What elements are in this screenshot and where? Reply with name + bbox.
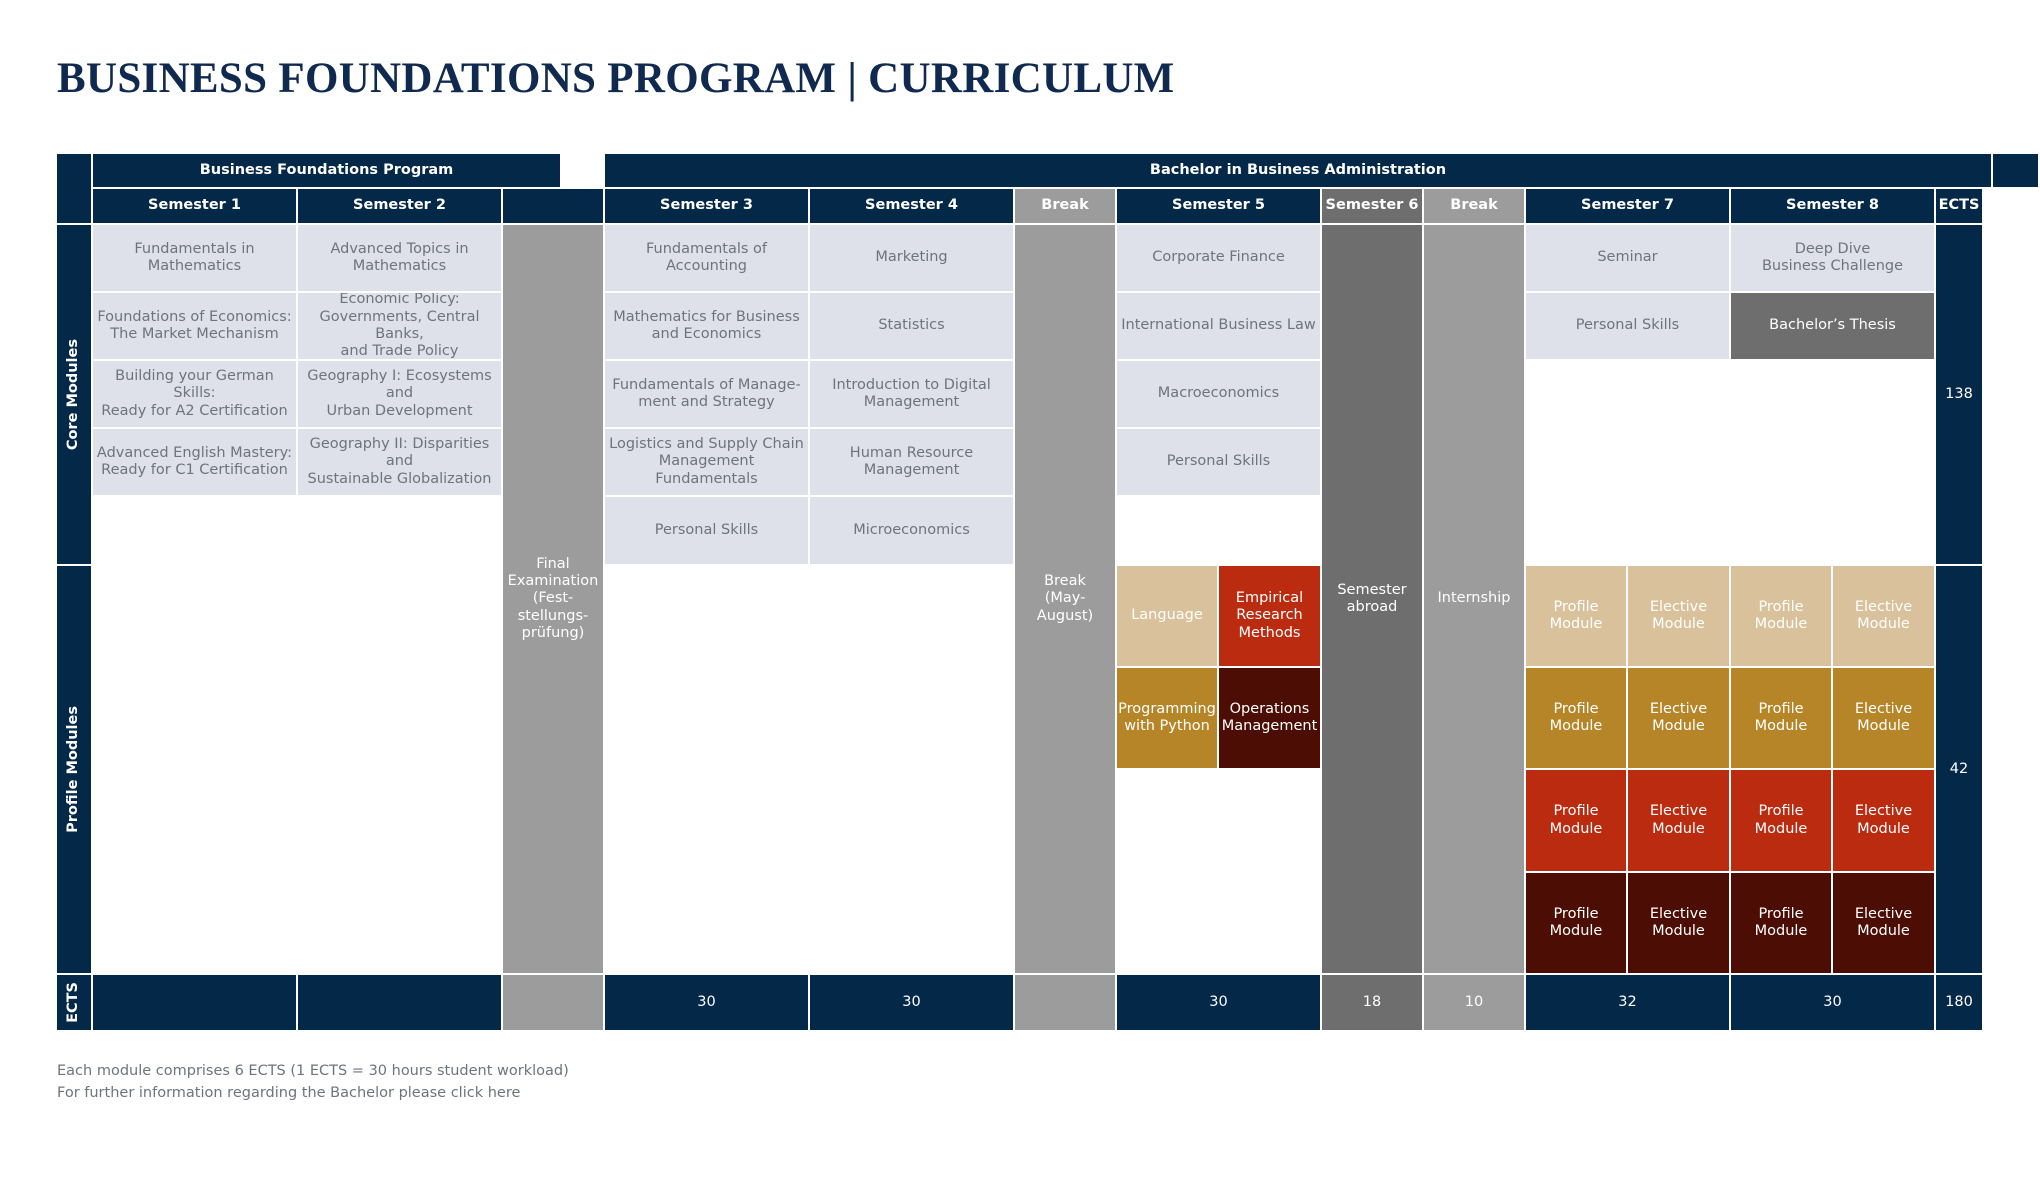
ects-semester-1 (93, 975, 296, 1030)
elective-module-cell: Elective Module (1833, 873, 1934, 973)
ects-row-label: ECTS (65, 982, 82, 1023)
ects-row-label-cell (57, 975, 91, 1030)
module-cell: Personal Skills (605, 497, 808, 564)
ects-core-total: 138 (1936, 225, 1982, 564)
bachelors-thesis-module: Bachelor’s Thesis (1731, 293, 1934, 359)
module-cell: Introduction to Digital Management (810, 361, 1013, 427)
module-cell: Economic Policy: Governments, Central Banks, and Trade Policy (298, 293, 501, 359)
module-cell: Foundations of Economics: The Market Mechanism (93, 293, 296, 359)
footer-note: Each module comprises 6 ECTS (1 ECTS = 30 hours student workload) (57, 1063, 569, 1079)
final-examination-block: Final Examination (Fest- stellungs- prüfung) (503, 225, 603, 973)
python-module: Programming with Python (1117, 668, 1217, 768)
module-cell: Deep Dive Business Challenge (1731, 225, 1934, 291)
elective-module-cell: Elective Module (1628, 668, 1729, 768)
profile-module-cell: Profile Module (1526, 770, 1626, 871)
header-semester-3: Semester 3 (605, 189, 808, 223)
ects-profile-total: 42 (1936, 566, 1982, 973)
ects-internship: 10 (1424, 975, 1524, 1030)
header-corner (57, 154, 91, 223)
semester-abroad-block: Semester abroad (1322, 225, 1422, 973)
ects-semester-2 (298, 975, 501, 1030)
module-cell: Seminar (1526, 225, 1729, 291)
header-ects: ECTS (1936, 189, 1982, 223)
module-cell: Building your German Skills: Ready for A2 Certification (93, 361, 296, 427)
module-cell: Fundamentals of Manage- ment and Strategy (605, 361, 808, 427)
curriculum-grid (57, 154, 1982, 1030)
module-cell: Macroeconomics (1117, 361, 1320, 427)
module-cell: Advanced Topics in Mathematics (298, 225, 501, 291)
profile-module-cell: Profile Module (1526, 566, 1626, 666)
header-break-1: Break (1015, 189, 1115, 223)
profile-module-cell: Profile Module (1731, 668, 1831, 768)
module-cell: Logistics and Supply Chain Management Fundamentals (605, 429, 808, 495)
elective-module-cell: Elective Module (1628, 873, 1729, 973)
ects-grand-total: 180 (1936, 975, 1982, 1030)
header-semester-4: Semester 4 (810, 189, 1013, 223)
module-cell: Microeconomics (810, 497, 1013, 564)
module-cell: Marketing (810, 225, 1013, 291)
empirical-research-module: Empirical Research Methods (1219, 566, 1320, 666)
elective-module-cell: Elective Module (1628, 770, 1729, 871)
header-semester-1: Semester 1 (93, 189, 296, 223)
module-cell: Mathematics for Business and Economics (605, 293, 808, 359)
header-semester-8: Semester 8 (1731, 189, 1934, 223)
header-semester-7: Semester 7 (1526, 189, 1729, 223)
module-cell: Advanced English Mastery: Ready for C1 Certification (93, 429, 296, 495)
elective-module-cell: Elective Module (1833, 566, 1934, 666)
profile-modules-label: Profile Modules (65, 706, 82, 833)
footer-more-info-link[interactable]: For further information regarding the Bachelor please click here (57, 1085, 521, 1101)
ects-semester-3: 30 (605, 975, 808, 1030)
header-semester-2: Semester 2 (298, 189, 501, 223)
module-cell: Statistics (810, 293, 1013, 359)
ects-semester-5: 30 (1117, 975, 1320, 1030)
break-block: Break (May-August) (1015, 225, 1115, 973)
profile-module-cell: Profile Module (1526, 873, 1626, 973)
profile-modules-label-cell (57, 566, 91, 973)
elective-module-cell: Elective Module (1833, 668, 1934, 768)
module-cell: Geography II: Disparities and Sustainable Globalization (298, 429, 501, 495)
header-bachelor-group: Bachelor in Business Administration (605, 154, 1991, 187)
header-semester-6: Semester 6 (1322, 189, 1422, 223)
ects-semester-4: 30 (810, 975, 1013, 1030)
elective-module-cell: Elective Module (1628, 566, 1729, 666)
core-modules-label: Core Modules (65, 338, 82, 451)
internship-block: Internship (1424, 225, 1524, 973)
ects-exam (503, 975, 603, 1030)
module-cell: Human Resource Management (810, 429, 1013, 495)
header-ects-top (1993, 154, 2038, 187)
module-cell: Corporate Finance (1117, 225, 1320, 291)
header-program-group: Business Foundations Program (93, 154, 560, 187)
module-cell: Fundamentals of Accounting (605, 225, 808, 291)
profile-module-cell: Profile Module (1731, 873, 1831, 973)
elective-module-cell: Elective Module (1833, 770, 1934, 871)
header-exam (503, 189, 603, 223)
module-cell: Geography I: Ecosystems and Urban Development (298, 361, 501, 427)
core-modules-label-cell (57, 225, 91, 564)
operations-management-module: Operations Management (1219, 668, 1320, 768)
language-module: Language (1117, 566, 1217, 666)
module-cell: International Business Law (1117, 293, 1320, 359)
page-title: BUSINESS FOUNDATIONS PROGRAM | CURRICULUM (57, 55, 1175, 102)
ects-semester-6: 18 (1322, 975, 1422, 1030)
header-break-2: Break (1424, 189, 1524, 223)
module-cell: Personal Skills (1117, 429, 1320, 495)
header-semester-5: Semester 5 (1117, 189, 1320, 223)
module-cell: Fundamentals in Mathematics (93, 225, 296, 291)
profile-module-cell: Profile Module (1526, 668, 1626, 768)
profile-module-cell: Profile Module (1731, 770, 1831, 871)
ects-semester-8: 30 (1731, 975, 1934, 1030)
ects-semester-7: 32 (1526, 975, 1729, 1030)
profile-module-cell: Profile Module (1731, 566, 1831, 666)
module-cell: Personal Skills (1526, 293, 1729, 359)
ects-break-1 (1015, 975, 1115, 1030)
